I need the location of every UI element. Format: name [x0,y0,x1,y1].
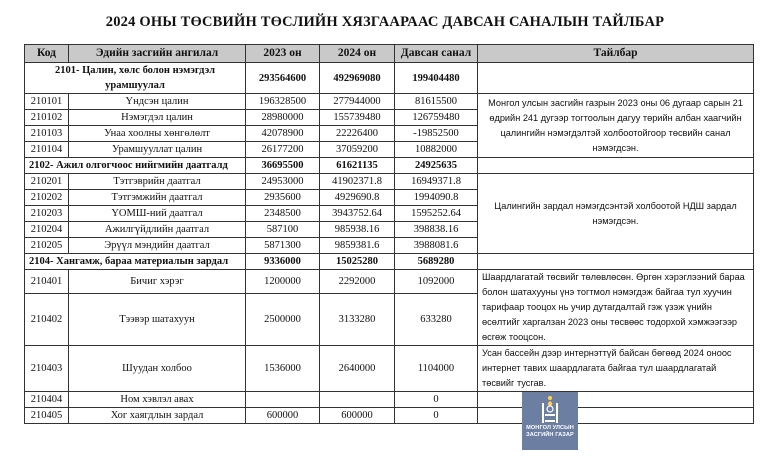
row-2023: 5871300 [246,238,320,254]
group-exceed: 5689280 [395,254,478,270]
row-name: Урамшууллат цалин [69,142,246,158]
logo-text-line2: ЗАСГИЙН ГАЗАР [526,431,574,438]
row-2024 [320,392,395,408]
row-code: 210202 [25,190,69,206]
row-2024: 22226400 [320,126,395,142]
row-exceed: 0 [395,408,478,424]
row-2024: 41902371.8 [320,174,395,190]
group-2024: 15025280 [320,254,395,270]
row-code: 210102 [25,110,69,126]
table-row [25,174,754,190]
row-name: Тэтгэмжийн даатгал [69,190,246,206]
row-exceed: 81615500 [395,94,478,110]
row-name: Бичиг хэрэг [69,270,246,294]
row-2023: 1536000 [246,346,320,392]
row-2023: 587100 [246,222,320,238]
group-2023: 9336000 [246,254,320,270]
logo-text-line1: МОНГОЛ УЛСЫН [526,425,574,431]
row-code: 210403 [25,346,69,392]
row-exceed: 1104000 [395,346,478,392]
row-2024: 3133280 [320,294,395,346]
row-code: 210103 [25,126,69,142]
table-row [25,346,754,392]
header-explanation: Тайлбар [478,45,754,63]
row-exceed: 1994090.8 [395,190,478,206]
row-exceed: 3988081.6 [395,238,478,254]
government-logo [522,392,578,450]
note-cell-empty [478,158,754,174]
row-2024: 155739480 [320,110,395,126]
group-label: 2101- Цалин, хөлс болон нэмэгдэл урамшуулал [25,63,246,94]
row-2023: 42078900 [246,126,320,142]
row-2024: 37059200 [320,142,395,158]
group-exceed: 199404480 [395,63,478,94]
budget-table [24,44,754,424]
row-name: Тээвэр шатахуун [69,294,246,346]
soyombo-emblem-icon [539,395,561,425]
row-name: Эрүүл мэндийн даатгал [69,238,246,254]
row-exceed: 126759480 [395,110,478,126]
row-name: Хог хаягдлын зардал [69,408,246,424]
row-name: ҮОМШ-ний даатгал [69,206,246,222]
row-exceed: 398838.16 [395,222,478,238]
group-label: 2102- Ажил олгогчоос нийгмийн даатгалд [25,158,246,174]
group-row [25,158,754,174]
row-2024: 277944000 [320,94,395,110]
row-2023 [246,392,320,408]
row-exceed: 633280 [395,294,478,346]
row-code: 210203 [25,206,69,222]
row-2023: 2348500 [246,206,320,222]
row-code: 210402 [25,294,69,346]
header-2023: 2023 он [246,45,320,63]
row-2023: 26177200 [246,142,320,158]
group-row [25,63,754,94]
row-code: 210201 [25,174,69,190]
row-exceed: -19852500 [395,126,478,142]
row-2024: 2640000 [320,346,395,392]
explanation-note: Шаардлагатай төсвийг төлөвлөсөн. Өргөн хэрэглээний бараа болон шатахууны үнэ тогтмол нэмэгдэж байгаа тул хуучин тарифаар тооцох нь учир дутагдалтай гэж үзэж үнийн өсөлтийг харгалзан 2023 оны төсвөөс тодорхой хэмжээгээр өсгөж тооцсон. [478,270,754,346]
row-exceed: 1595252.64 [395,206,478,222]
row-code: 210405 [25,408,69,424]
row-exceed: 1092000 [395,270,478,294]
header-code: Код [25,45,69,63]
table-row [25,270,754,294]
row-code: 210101 [25,94,69,110]
row-code: 210404 [25,392,69,408]
row-2023: 196328500 [246,94,320,110]
row-2023: 28980000 [246,110,320,126]
header-exceed: Давсан санал [395,45,478,63]
row-code: 210205 [25,238,69,254]
row-name: Шуудан холбоо [69,346,246,392]
row-exceed: 0 [395,392,478,408]
note-cell-empty [478,63,754,94]
row-2023: 600000 [246,408,320,424]
row-code: 210204 [25,222,69,238]
row-2024: 4929690.8 [320,190,395,206]
row-name: Нэмэгдэл цалин [69,110,246,126]
row-2023: 2500000 [246,294,320,346]
document-title: 2024 ОНЫ ТӨСВИЙН ТӨСЛИЙН ХЯЗГААРААС ДАВСАН САНАЛЫН ТАЙЛБАР [105,14,665,30]
group-row [25,254,754,270]
row-2024: 985938.16 [320,222,395,238]
group-2024: 492969080 [320,63,395,94]
header-2024: 2024 он [320,45,395,63]
group-label: 2104- Хангамж, бараа материалын зардал [25,254,246,270]
row-2023: 24953000 [246,174,320,190]
explanation-note: Монгол улсын засгийн газрын 2023 оны 06 дугаар сарын 21 өдрийн 241 дугээр тогтоолын дагуу төрийн албан хаагчийн цалингийн нэмэгдэлтэй холбоотойгоор төсвийн санал нэмэгдсэн. [478,94,754,158]
table-row [25,408,754,424]
row-2023: 1200000 [246,270,320,294]
explanation-note: Цалингийн зардал нэмэгдсэнтэй холбоотой НДШ зардал нэмэгдсэн. [478,174,754,254]
row-exceed: 10882000 [395,142,478,158]
group-exceed: 24925635 [395,158,478,174]
row-2024: 600000 [320,408,395,424]
row-code: 210401 [25,270,69,294]
group-2024: 61621135 [320,158,395,174]
group-2023: 36695500 [246,158,320,174]
header-row [25,45,754,63]
note-cell-empty [478,408,754,424]
explanation-note: Усан бассейн дээр интернэттүй байсан бөгөөд 2024 оноос интернет тавих шаардлагата байгаа тул шаардлагатай төсвийг тусгав. [478,346,754,392]
row-2024: 3943752.64 [320,206,395,222]
row-exceed: 16949371.8 [395,174,478,190]
row-name: Ном хэвлэл авах [69,392,246,408]
row-name: Унаа хоолны хөнгөлөлт [69,126,246,142]
row-name: Ажилгүйдлийн даатгал [69,222,246,238]
group-2023: 293564600 [246,63,320,94]
row-2024: 9859381.6 [320,238,395,254]
note-cell-empty [478,254,754,270]
row-2024: 2292000 [320,270,395,294]
row-2023: 2935600 [246,190,320,206]
row-name: Үндсэн цалин [69,94,246,110]
header-category: Эдийн засгийн ангилал [69,45,246,63]
table-row [25,94,754,110]
row-name: Тэтгэврийн даатгал [69,174,246,190]
row-code: 210104 [25,142,69,158]
table-row [25,392,754,408]
note-cell-empty [478,392,754,408]
